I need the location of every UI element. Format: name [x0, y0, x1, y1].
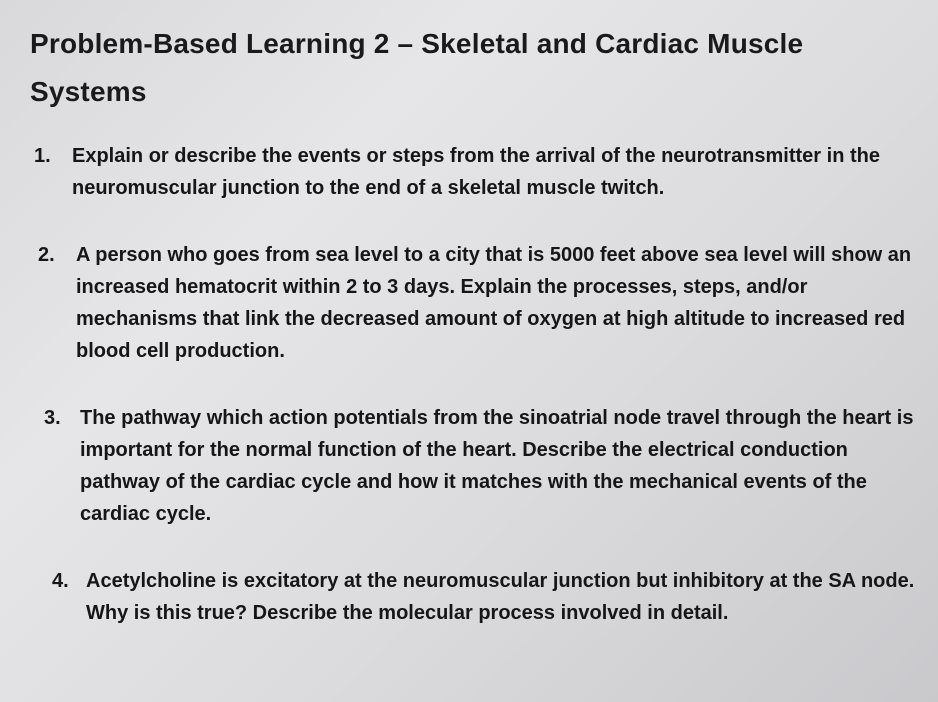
question-item-4: [52, 565, 918, 629]
question-item-3: [44, 402, 924, 530]
question-number: 2.: [38, 244, 55, 266]
document-title: Problem-Based Learning 2 – Skeletal and Cardiac Muscle Systems: [30, 28, 804, 107]
question-number: 1.: [34, 145, 51, 167]
question-text: The pathway which action potentials from the sinoatrial node travel through the heart is important for the normal function of the heart. Describe the electrical conduction pathway of the cardiac cycle and how it matches with the mechanical events of the cardiac cycle.: [80, 407, 914, 525]
question-text: Acetylcholine is excitatory at the neuromuscular junction but inhibitory at the SA node. Why is this true? Describe the molecular process involved in detail.: [86, 570, 915, 624]
question-item-2: [38, 239, 930, 367]
question-text: Explain or describe the events or steps from the arrival of the neurotransmitter in the neuromuscular junction to the end of a skeletal muscle twitch.: [72, 145, 880, 199]
question-number: 3.: [44, 407, 61, 429]
question-text: A person who goes from sea level to a city that is 5000 feet above sea level will show an increased hematocrit within 2 to 3 days. Explain the processes, steps, and/or mechanisms that link the decreased amount of oxygen at high altitude to increased red blood cell production.: [76, 244, 912, 362]
question-number: 4.: [52, 570, 69, 592]
question-item-1: [34, 140, 930, 204]
